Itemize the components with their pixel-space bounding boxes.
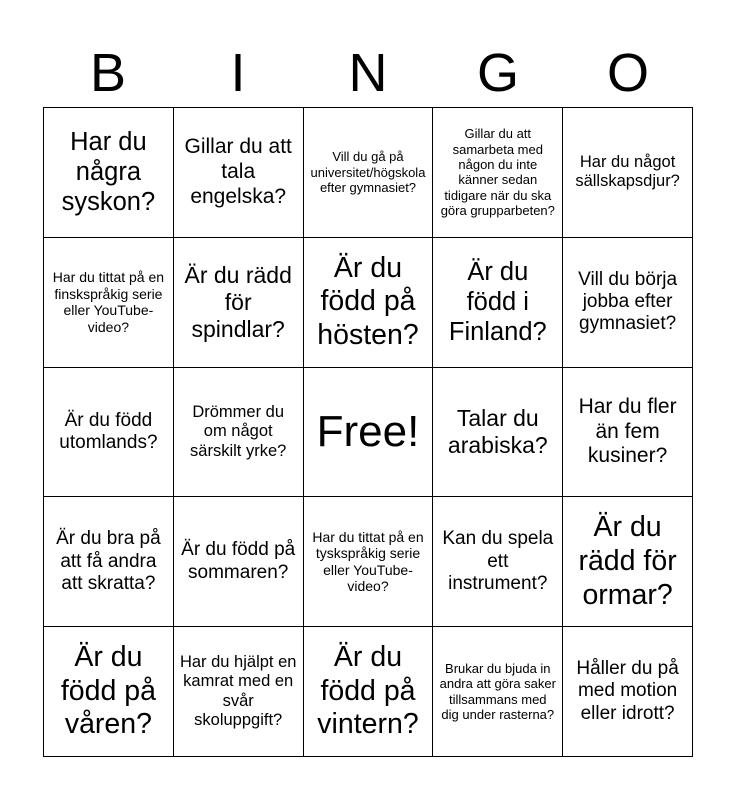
bingo-cell[interactable]: Är du rädd för ormar? xyxy=(563,497,693,627)
bingo-header xyxy=(43,38,693,108)
bingo-cell[interactable]: Är du född i Finland? xyxy=(433,238,563,368)
header-letter-n: N xyxy=(348,43,388,103)
bingo-cell[interactable]: Har du hjälpt en kamrat med en svår skoluppgift? xyxy=(174,627,304,757)
bingo-cell[interactable]: Har du några syskon? xyxy=(44,108,174,238)
bingo-cell[interactable]: Har du tittat på en finskspråkig serie eller YouTube-video? xyxy=(44,238,174,368)
bingo-cell[interactable]: Är du född på våren? xyxy=(44,627,174,757)
bingo-cell[interactable]: Vill du börja jobba efter gymnasiet? xyxy=(563,238,693,368)
header-letter-o: O xyxy=(606,43,649,103)
bingo-cell[interactable]: Drömmer du om något särskilt yrke? xyxy=(174,368,304,498)
free-cell[interactable]: Free! xyxy=(304,368,434,498)
bingo-cell[interactable]: Är du född utomlands? xyxy=(44,368,174,498)
bingo-cell[interactable]: Håller du på med motion eller idrott? xyxy=(563,627,693,757)
bingo-cell[interactable]: Gillar du att samarbeta med någon du inte känner sedan tidigare när du ska göra grupparbeten? xyxy=(433,108,563,238)
bingo-cell[interactable]: Gillar du att tala engelska? xyxy=(174,108,304,238)
bingo-cell[interactable]: Talar du arabiska? xyxy=(433,368,563,498)
header-letter-g: G xyxy=(476,43,519,103)
bingo-cell[interactable]: Brukar du bjuda in andra att göra saker tillsammans med dig under rasterna? xyxy=(433,627,563,757)
bingo-cell[interactable]: Har du tittat på en tyskspråkig serie eller YouTube-video? xyxy=(304,497,434,627)
bingo-cell[interactable]: Är du född på vintern? xyxy=(304,627,434,757)
bingo-cell[interactable]: Vill du gå på universitet/högskola efter gymnasiet? xyxy=(304,108,434,238)
header-letter-i: I xyxy=(230,43,246,103)
bingo-cell[interactable]: Är du född på sommaren? xyxy=(174,497,304,627)
bingo-cell[interactable]: Är du bra på att få andra att skratta? xyxy=(44,497,174,627)
bingo-cell[interactable]: Har du fler än fem kusiner? xyxy=(563,368,693,498)
bingo-cell[interactable]: Har du något sällskapsdjur? xyxy=(563,108,693,238)
bingo-cell[interactable]: Är du rädd för spindlar? xyxy=(174,238,304,368)
bingo-cell[interactable]: Kan du spela ett instrument? xyxy=(433,497,563,627)
bingo-cell[interactable]: Är du född på hösten? xyxy=(304,238,434,368)
header-letter-b: B xyxy=(89,43,127,103)
bingo-grid xyxy=(43,107,693,757)
